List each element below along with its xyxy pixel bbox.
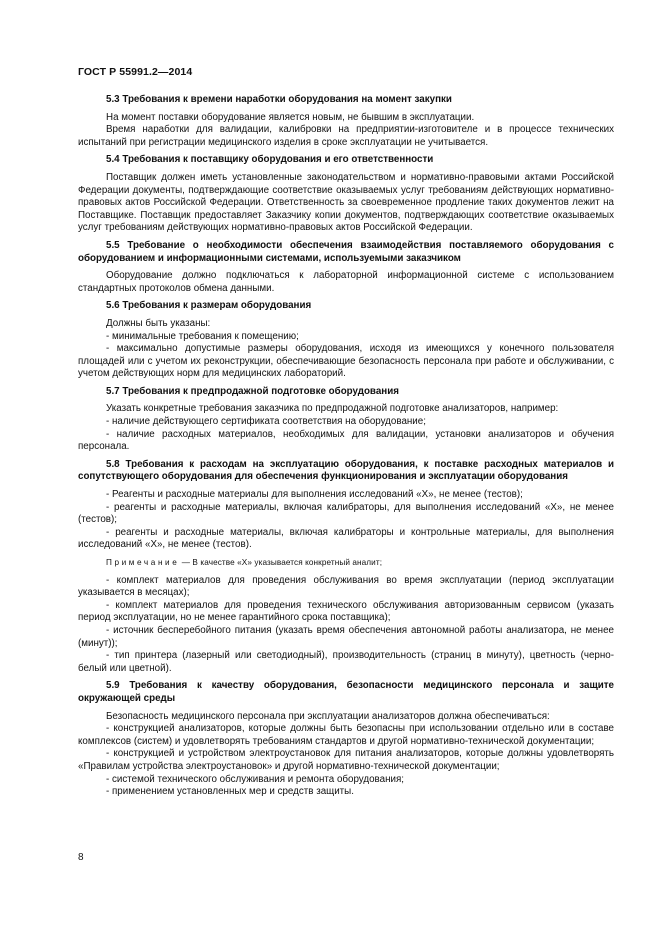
note (78, 557, 614, 570)
section-5-3-paragraph: Время наработки для валидации, калибровки на предприятии-изготовителе и в процессе технических испытаний при регистрации медицинского изделия в сроке эксплуатации не учитывается. (78, 124, 614, 148)
list-item: - реагенты и расходные материалы, включая калибраторы и контрольные материалы, для выполнения исследований «X», не менее (тестов). (78, 526, 614, 551)
list-item: - конструкцией анализаторов, которые должны быть безопасны при использовании отдельно или в составе комплексов (систем) и удовлетворять требованиям стандартов и другой нормативно-технической документации; (78, 723, 614, 747)
section-5-9-paragraph: Безопасность медицинского персонала при эксплуатации анализаторов должна обеспечиваться: (106, 710, 550, 722)
list-item: - наличие расходных материалов, необходимых для валидации, установки анализаторов и обучения персонала. (78, 428, 614, 453)
section-5-4-title: 5.4 Требования к поставщику оборудования и его ответственности (106, 154, 434, 166)
section-5-4-paragraph: Поставщик должен иметь установленные законодательством и нормативно-правовыми актами Российской Федерации документы, подтверждающие соответствие оказываемых услуг требованиям действующих нормативно-правовых актов Российской Федерации. Ответственность за своевременное продление таких документов лежит на Поставщике. Поставщик предоставляет Заказчику копии документов, подтверждающих соответствие оказываемых услуг требованиям действующих нормативно-правовых актов Российской Федерации. (78, 171, 614, 234)
list-item: - источник бесперебойного питания (указать время обеспечения автономной работы анализатора, не менее (минут)); (78, 624, 614, 649)
section-5-7-title: 5.7 Требования к предпродажной подготовке оборудования (106, 385, 399, 397)
list-item: - реагенты и расходные материалы, включая калибраторы, для выполнения исследований «X», не менее (тестов); (78, 501, 614, 526)
section-5-7-paragraph: Указать конкретные требования заказчика по предпродажной подготовке анализаторов, например: (106, 403, 559, 415)
list-item: - системой технического обслуживания и ремонта оборудования; (106, 773, 404, 785)
list-item: - наличие действующего сертификата соответствия на оборудование; (106, 416, 426, 428)
section-5-5-paragraph: Оборудование должно подключаться к лабораторной информационной системе с использованием стандартных протоколов обмена данными. (78, 270, 614, 294)
section-5-5-title: 5.5 Требование о необходимости обеспечения взаимодействия поставляемого оборудования с оборудованием и информационными системами, используемыми заказчиком (78, 239, 614, 264)
list-item: - конструкцией и устройством электроустановок для питания анализаторов, которые должны удовлетворять «Правилам устройства электроустановок» и другой нормативно-технической документации; (78, 748, 614, 772)
section-5-6-title: 5.6 Требования к размерам оборудования (106, 300, 312, 312)
section-5-8-title: 5.8 Требования к расходам на эксплуатацию оборудования, к поставке расходных материалов и сопутствующего оборудования для обеспечения функционирования и эксплуатации оборудования (78, 458, 614, 483)
document-body (78, 94, 614, 799)
list-item: - максимально допустимые размеры оборудования, исходя из имеющихся у конечного пользователя площадей или с учетом их реконструкции, обеспечивающие безопасность персонала при работе и обслуживании, с учетом действующих норм для медицинских лабораторий. (78, 343, 614, 380)
list-item: - комплект материалов для проведения обслуживания во время эксплуатации (период эксплуатации указывается в месяцах); (78, 574, 614, 599)
note-text: — В качестве «X» указывается конкретный аналит; (179, 558, 383, 567)
section-5-6-paragraph: Должны быть указаны: (106, 317, 211, 329)
section-5-9-title: 5.9 Требования к качеству оборудования, безопасности медицинского персонала и защите окружающей среды (78, 680, 614, 704)
list-item: - применением установленных мер и средств защиты. (106, 786, 354, 798)
note-label: Примечание (106, 558, 180, 567)
section-5-3-paragraph: На момент поставки оборудование является новым, не бывшим в эксплуатации. (106, 111, 475, 123)
list-item: - комплект материалов для проведения технического обслуживания авторизованным сервисом (указать период эксплуатации, но не менее гарантийного срока поставщика); (78, 599, 614, 624)
page-number: 8 (78, 852, 84, 863)
document-header: ГОСТ Р 55991.2—2014 (78, 66, 193, 78)
list-item: - минимальные требования к помещению; (106, 330, 299, 342)
section-5-3-title: 5.3 Требования к времени наработки оборудования на момент закупки (106, 94, 452, 105)
list-item: - тип принтера (лазерный или светодиодный), производительность (страниц в минуту), цветность (черно-белый или цветной). (78, 650, 614, 674)
list-item: - Реагенты и расходные материалы для выполнения исследований «X», не менее (тестов); (106, 489, 523, 501)
